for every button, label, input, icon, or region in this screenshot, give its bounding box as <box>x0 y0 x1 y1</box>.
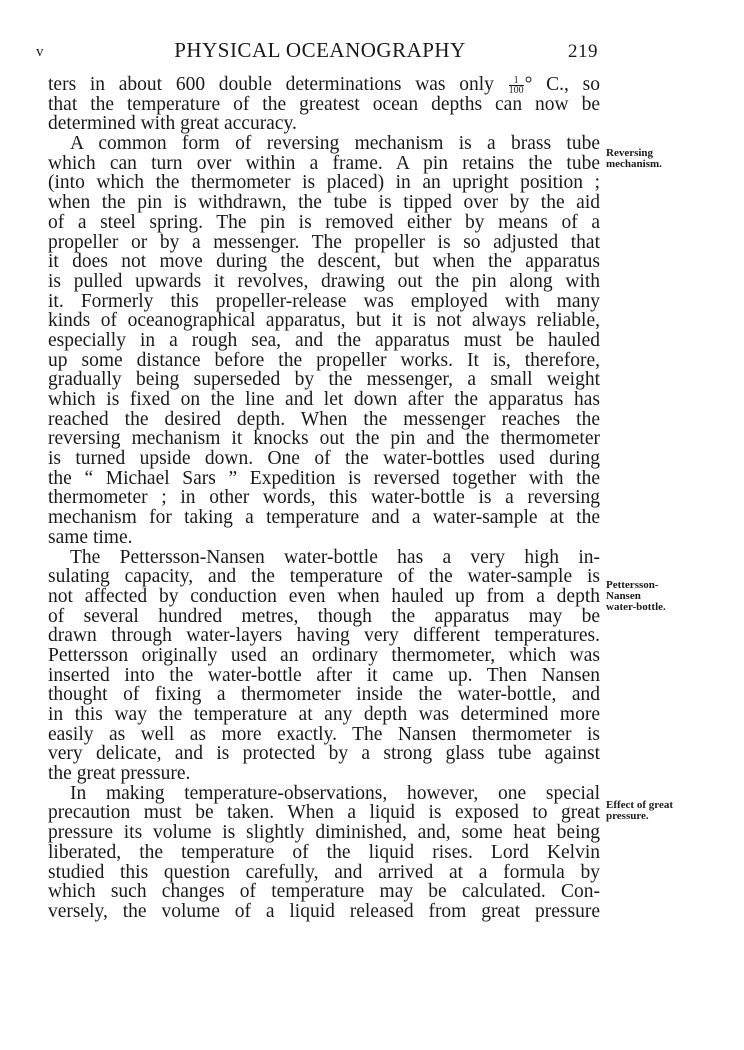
text-line: reached the desired depth. When the messenger reaches the <box>48 408 600 430</box>
text-line: very delicate, and is protected by a strong glass tube against <box>48 743 600 765</box>
note-line: Nansen <box>606 590 641 602</box>
text-line: inserted into the water-bottle after it came up. Then Nansen <box>48 664 600 686</box>
text-line: kinds of oceanographical apparatus, but it is not always reliable, <box>48 310 600 332</box>
text-line: precaution must be taken. When a liquid is exposed to great <box>48 802 600 824</box>
text-line: A common form of reversing mechanism is a brass tube <box>70 133 600 155</box>
text-line: mechanism for taking a temperature and a water-sample at the <box>48 507 600 529</box>
chapter-number: v <box>36 44 44 60</box>
fraction-numerator: 1 <box>513 75 519 87</box>
text-line: of several hundred metres, though the apparatus may be <box>48 605 600 627</box>
text-line: sulating capacity, and the temperature of the water-sample is <box>48 566 600 588</box>
text-line: when the pin is withdrawn, the tube is tipped over by the aid <box>48 192 600 214</box>
running-title: PHYSICAL OCEANOGRAPHY <box>174 38 466 62</box>
text-span: ters in about 600 double determinations was only <box>48 74 494 95</box>
text-line: determined with great accuracy. <box>48 113 297 135</box>
text-line: of a steel spring. The pin is removed either by means of a <box>48 211 600 233</box>
text-line: the great pressure. <box>48 763 191 785</box>
note-line: Pettersson- <box>606 579 659 591</box>
note-line: pressure. <box>606 810 649 822</box>
margin-note-pettersson <box>606 580 666 613</box>
body-text <box>48 75 600 922</box>
text-line: Pettersson originally used an ordinary thermometer, which was <box>48 644 600 666</box>
text-span: ° C., so <box>524 74 600 95</box>
page-number: 219 <box>568 41 598 62</box>
margin-note-pressure <box>606 800 673 822</box>
text-line: which can turn over within a frame. A pin retains the tube <box>48 152 600 174</box>
text-line: (into which the thermometer is placed) in an upright position ; <box>48 172 600 194</box>
text-line: it does not move during the descent, but when the apparatus <box>48 251 600 273</box>
text-line: which is fixed on the line and let down after the apparatus has <box>48 389 600 410</box>
text-line: that the temperature of the greatest ocean depths can now be <box>48 93 600 115</box>
text-line: thermometer ; in other words, this water-bottle is a reversing <box>48 487 600 509</box>
text-line <box>48 75 600 95</box>
fraction <box>509 76 524 95</box>
text-line: The Pettersson-Nansen water-bottle has a very high in- <box>70 546 600 568</box>
text-line: it. Formerly this propeller-release was employed with many <box>48 290 600 312</box>
text-line: propeller or by a messenger. The propeller is so adjusted that <box>48 231 600 253</box>
text-line: studied this question carefully, and arrived at a formula by <box>48 861 600 883</box>
text-line: thought of fixing a thermometer inside the water-bottle, and <box>48 684 600 706</box>
text-line: up some distance before the propeller works. It is, therefore, <box>48 349 600 371</box>
text-line: not affected by conduction even when hauled up from a depth <box>48 585 600 607</box>
text-line: which such changes of temperature may be calculated. Con- <box>48 881 600 903</box>
note-line: Effect of great <box>606 799 673 811</box>
text-line: gradually being superseded by the messenger, a small weight <box>48 369 600 391</box>
note-line: water-bottle. <box>606 601 666 613</box>
margin-note-reversing <box>606 148 662 170</box>
text-line: pressure its volume is slightly diminished, and, some heat being <box>48 822 600 844</box>
note-line: mechanism. <box>606 158 662 170</box>
text-line: easily as well as more exactly. The Nansen thermometer is <box>48 723 600 745</box>
text-line: drawn through water-layers having very different temperatures. <box>48 625 600 647</box>
text-line: is pulled upwards it revolves, drawing out the pin along with <box>48 270 600 292</box>
fraction-denominator: 100 <box>508 85 524 97</box>
text-line: same time. <box>48 526 133 548</box>
text-line: liberated, the temperature of the liquid rises. Lord Kelvin <box>48 841 600 863</box>
text-line: especially in a rough sea, and the apparatus must be hauled <box>48 329 600 351</box>
text-line: reversing mechanism it knocks out the pin and the thermometer <box>48 428 600 450</box>
text-line: versely, the volume of a liquid released from great pressure <box>48 900 600 922</box>
note-line: Reversing <box>606 147 654 159</box>
text-line: In making temperature-observations, however, one special <box>70 782 600 804</box>
text-line: is turned upside down. One of the water-bottles used during <box>48 448 600 470</box>
text-line: the “ Michael Sars ” Expedition is reversed together with the <box>48 467 600 489</box>
text-line: in this way the temperature at any depth was determined more <box>48 704 600 725</box>
